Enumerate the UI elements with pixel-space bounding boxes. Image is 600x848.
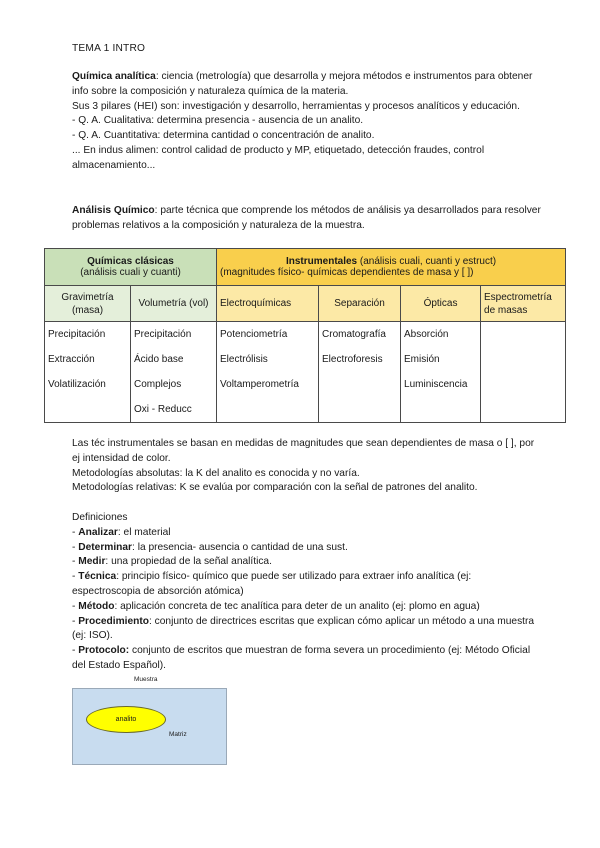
col-opticas: Ópticas: [401, 286, 481, 322]
relativas-line: Metodologías relativas: K se evalúa por comparación con la señal de patrones del analito.: [72, 482, 478, 494]
definicion-item: - Protocolo: conjunto de escritos que muestran de forma severa un procedimiento (ej: Método Oficial del Estado Español).: [72, 645, 531, 671]
definicion-item: - Técnica: principio físico- químico que puede ser utilizado para extraer info analítica (ej: espectroscopia de absorción atómica): [72, 571, 472, 597]
opticas-list: Absorción Emisión Luminiscencia: [401, 322, 481, 423]
col-separacion: Separación: [319, 286, 401, 322]
tecnicas-line: Las téc instrumentales se basan en medidas de magnitudes que sean dependientes de masa o [ ], por ej intensidad de color.: [72, 438, 535, 464]
definicion-item: - Procedimiento: conjunto de directrices escritas que explican cómo aplicar un método a una muestra (ej: ISO).: [72, 615, 535, 642]
definicion-item: - Determinar: la presencia- ausencia o cantidad de una sust.: [72, 541, 348, 553]
col-gravimetria: Gravimetría (masa): [45, 286, 131, 322]
definicion-item: - Medir: una propiedad de la señal analítica.: [72, 556, 272, 568]
electroquimicas-list: Potenciometría Electrólisis Voltamperometría: [217, 322, 319, 423]
muestra-diagram: [72, 676, 227, 763]
tecnicas-table: [44, 248, 566, 423]
analito-ellipse: analito: [86, 706, 166, 733]
quimica-analitica-definition: Química analítica: ciencia (metrología) que desarrolla y mejora métodos e instrumentos para obtener info sobre la composición y naturaleza química de la materia.: [72, 71, 533, 97]
definiciones-section: [72, 511, 542, 674]
tecnicas-section: [72, 437, 542, 496]
gravimetria-list: Precipitación Extracción Volatilización: [45, 322, 131, 423]
separacion-list: Cromatografía Electroforesis: [319, 322, 401, 423]
instrumentales-header: Instrumentales (análisis cuali, cuanti y estruct) (magnitudes físico- químicas dependientes de masa y [ ]): [217, 249, 566, 286]
definicion-item: - Analizar: el material: [72, 526, 171, 538]
analisis-quimico-definition: Análisis Químico: parte técnica que comprende los métodos de análisis ya desarrollados para resolver problemas relativos a la composición y naturaleza de la muestra.: [72, 205, 541, 231]
col-volumetria: Volumetría (vol): [131, 286, 217, 322]
analisis-quimico-section: [72, 204, 542, 234]
col-espectrometria: Espectrometría de masas: [481, 286, 566, 322]
absolutas-line: Metodologías absolutas: la K del analito es conocida y no varía.: [72, 467, 360, 479]
matriz-label: Matriz: [169, 731, 187, 738]
cualitativa-text: - Q. A. Cualitativa: determina presencia - ausencia de un analito.: [72, 115, 364, 127]
muestra-label: Muestra: [134, 676, 158, 683]
definicion-item: - Método: aplicación concreta de tec analítica para deter de un analito (ej: plomo en agua): [72, 600, 480, 612]
indus-text: ... En indus alimen: control calidad de producto y MP, etiquetado, detección fraudes, control almacenamiento...: [72, 144, 485, 171]
espectrometria-list: [481, 322, 566, 423]
col-electroquimicas: Electroquímicas: [217, 286, 319, 322]
matriz-box: [72, 688, 227, 765]
volumetria-list: Precipitación Ácido base Complejos Oxi - Reducc: [131, 322, 217, 423]
definiciones-heading: Definiciones: [72, 512, 128, 523]
pilares-text: Sus 3 pilares (HEI) son: investigación y desarrollo, herramientas y procesos analíticos y educación.: [72, 100, 520, 112]
cuantitativa-text: - Q. A. Cuantitativa: determina cantidad o concentración de analito.: [72, 130, 375, 142]
quimica-analitica-section: [72, 70, 542, 174]
clasicas-header: Químicas clásicas (análisis cuali y cuanti): [45, 249, 217, 286]
page-title: TEMA 1 INTRO: [72, 43, 146, 54]
